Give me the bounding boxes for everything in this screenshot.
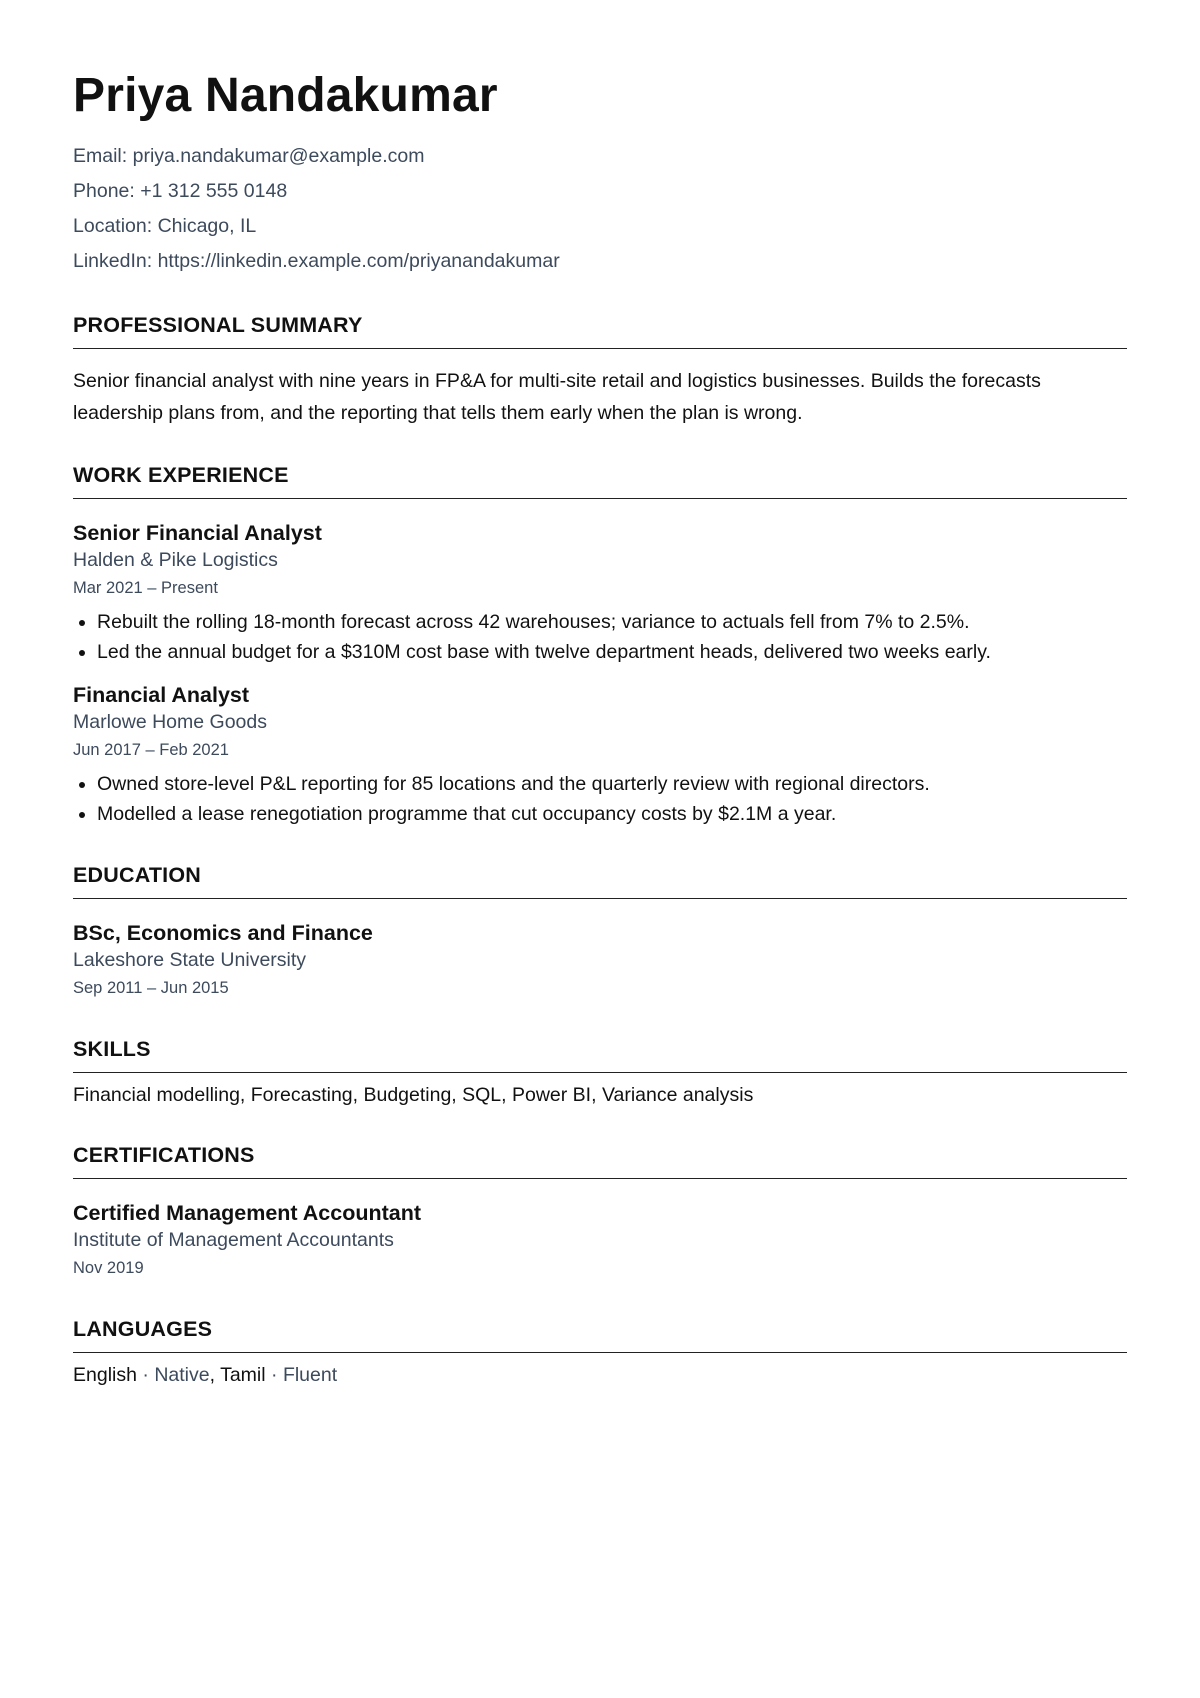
section-title-education: EDUCATION xyxy=(73,863,1127,899)
email-link[interactable]: priya.nandakumar@example.com xyxy=(132,144,425,167)
section-title-languages: LANGUAGES xyxy=(73,1317,1127,1353)
certifications-section xyxy=(73,1143,1127,1283)
education-dates: Sep 2011 – Jun 2015 xyxy=(73,978,229,997)
job-dates: Mar 2021 – Present xyxy=(73,578,218,597)
contact-phone: Phone: +1 312 555 0148 xyxy=(73,179,288,202)
job-bullet: • Rebuilt the rolling 18-month forecast across 42 warehouses; variance to actuals fell from 7% to 2.5%. xyxy=(97,607,1127,637)
section-title-summary: PROFESSIONAL SUMMARY xyxy=(73,313,1127,349)
job-bullet: • Led the annual budget for a $310M cost base with twelve department heads, delivered two weeks early. xyxy=(97,637,1127,667)
job-bullets xyxy=(73,769,1127,829)
job-company: Halden & Pike Logistics xyxy=(73,548,278,571)
language-comma: , xyxy=(209,1363,221,1386)
job-bullet: • Modelled a lease renegotiation programme that cut occupancy costs by $2.1M a year. xyxy=(97,799,1127,829)
job-role: Senior Financial Analyst xyxy=(73,520,322,545)
candidate-name: Priya Nandakumar xyxy=(73,69,498,122)
job-dates: Jun 2017 – Feb 2021 xyxy=(73,740,229,759)
job-bullet: • Owned store-level P&L reporting for 85 locations and the quarterly review with regional directors. xyxy=(97,769,1127,799)
summary-text: Senior financial analyst with nine years in FP&A for multi-site retail and logistics businesses. Builds the forecasts leadership plans from, and the reporting that tells them early when the plan is wrong. xyxy=(73,369,1041,424)
certification-entry xyxy=(73,1199,1127,1283)
contact-location: Location: Chicago, IL xyxy=(73,214,257,237)
contact-block xyxy=(73,139,1127,279)
contact-linkedin: LinkedIn: https://linkedin.example.com/priyanandakumar xyxy=(73,249,560,272)
certification-name: Certified Management Accountant xyxy=(73,1200,422,1225)
job-bullets xyxy=(73,607,1127,667)
certification-issuer: Institute of Management Accountants xyxy=(73,1228,394,1251)
language-level: Native xyxy=(154,1363,210,1386)
linkedin-link[interactable]: https://linkedin.example.com/priyanandakumar xyxy=(157,249,560,272)
section-title-certifications: CERTIFICATIONS xyxy=(73,1143,1127,1179)
phone-value: +1 312 555 0148 xyxy=(140,179,288,202)
language-name: English xyxy=(73,1363,137,1386)
language-name: Tamil xyxy=(220,1363,266,1386)
languages-section xyxy=(73,1317,1127,1389)
degree: BSc, Economics and Finance xyxy=(73,920,373,945)
certification-date: Nov 2019 xyxy=(73,1258,144,1277)
language-separator: · xyxy=(265,1363,283,1386)
school: Lakeshore State University xyxy=(73,948,307,971)
contact-email: Email: priya.nandakumar@example.com xyxy=(73,144,425,167)
job-entry xyxy=(73,519,1127,667)
skills-list: Financial modelling, Forecasting, Budgeting, SQL, Power BI, Variance analysis xyxy=(73,1083,754,1106)
education-section xyxy=(73,863,1127,1003)
job-company: Marlowe Home Goods xyxy=(73,710,267,733)
job-role: Financial Analyst xyxy=(73,682,250,707)
languages-list xyxy=(73,1361,1127,1389)
language-separator: · xyxy=(136,1363,155,1386)
section-title-experience: WORK EXPERIENCE xyxy=(73,463,1127,499)
experience-section xyxy=(73,463,1127,829)
summary-section xyxy=(73,313,1127,429)
language-level: Fluent xyxy=(282,1363,338,1386)
job-entry xyxy=(73,681,1127,829)
section-title-skills: SKILLS xyxy=(73,1037,1127,1073)
education-entry xyxy=(73,919,1127,1003)
location-value: Chicago, IL xyxy=(157,214,257,237)
skills-section xyxy=(73,1037,1127,1109)
